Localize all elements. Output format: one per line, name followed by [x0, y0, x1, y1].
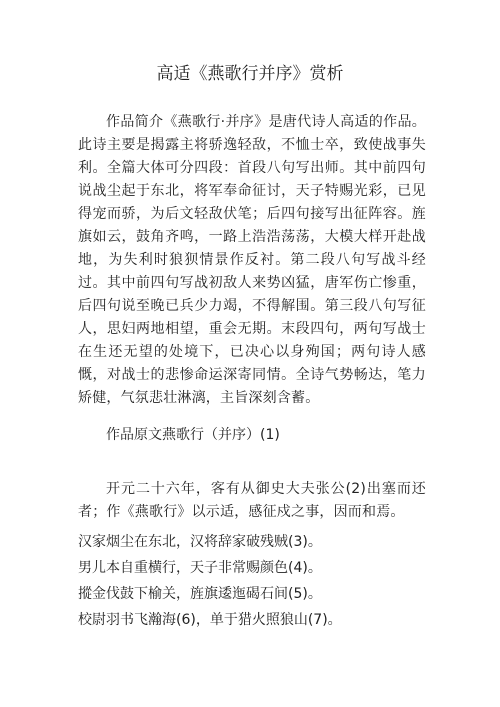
verse-line: 摐金伐鼓下榆关，旌旗逶迤碣石间(5)。 [78, 586, 322, 602]
preface-paragraph: 开元二十六年，客有从御史大夫张公(2)出塞而还者；作《燕歌行》以示适，感征戍之事，因而和焉。 [78, 481, 426, 520]
section-heading: 作品原文燕歌行（并序）(1) [106, 427, 280, 443]
page-title: 高适《燕歌行并序》赏析 [156, 64, 344, 84]
verse-line: 男儿本自重横行，天子非常赐颜色(4)。 [78, 560, 322, 576]
verse-line: 校尉羽书飞瀚海(6)，单于猎火照狼山(7)。 [78, 612, 342, 628]
verse-line: 汉家烟尘在东北，汉将辞家破残贼(3)。 [78, 534, 322, 550]
intro-paragraph: 作品简介《燕歌行·并序》是唐代诗人高适的作品。此诗主要是揭露主将骄逸轻敌，不恤士卒，致使战事失利。全篇大体可分四段：首段八句写出师。其中前四句说战尘起于东北，将军奉命征讨，天子特赐光彩，已见得宠而骄，为后文轻敌伏笔；后四句接写出征阵容。旌旗如云，鼓角齐鸣，一路上浩浩荡荡，大模大样开赴战地，为失利时狼狈情景作反衬。第二段八句写战斗经过。其中前四句写战初敌人来势凶猛，唐军伤亡惨重，后四句说至晚已兵少力竭，不得解围。第三段八句写征人，思妇两地相望，重会无期。末段四句，两句写战士在生还无望的处境下，已决心以身殉国；两句诗人感慨，对战士的悲惨命运深寄同情。全诗气势畅达，笔力矫健，气氛悲壮淋漓，主旨深刻含蓄。 [78, 114, 426, 406]
